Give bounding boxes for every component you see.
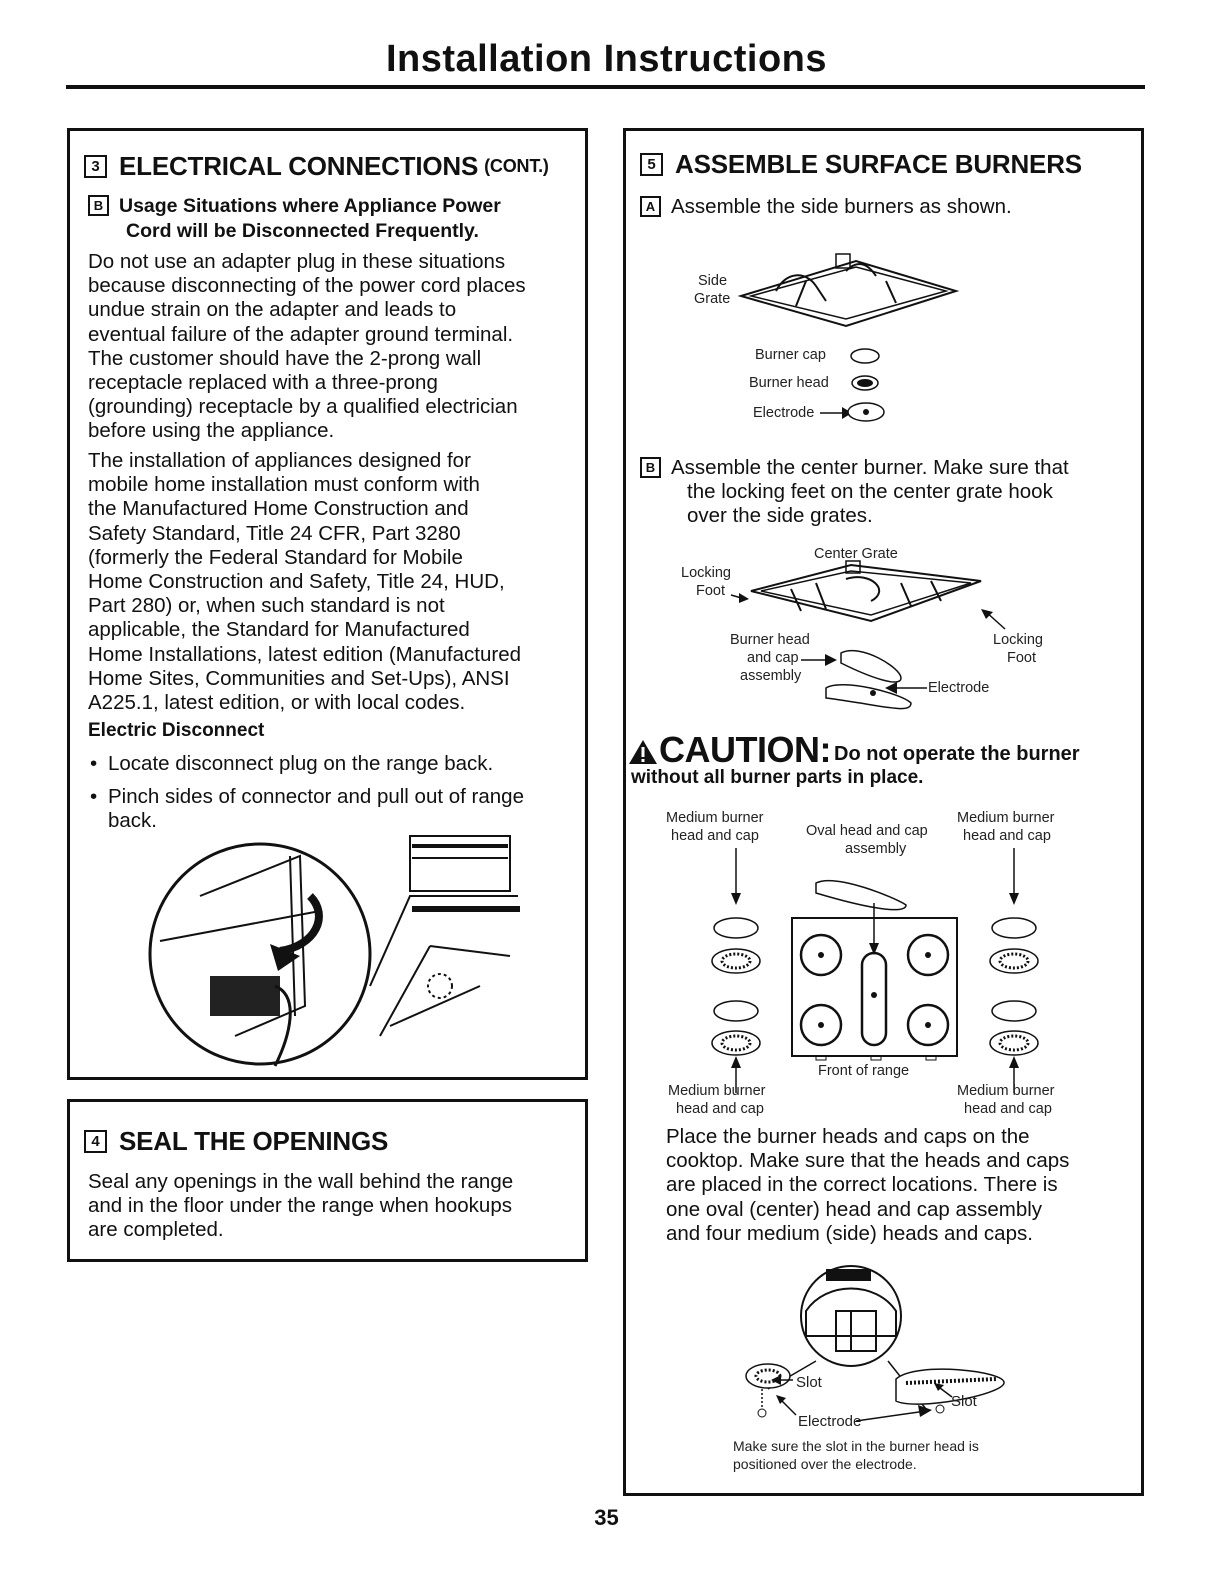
para1-line: (grounding) receptacle by a qualified electrician [88,395,518,419]
label-med-br-1: Medium burner [957,1083,1055,1099]
label-locking-right: Locking [993,632,1043,648]
para2-line: Home Construction and Safety, Title 24, HUD, [88,570,505,594]
label-front-of-range: Front of range [818,1063,910,1079]
step-a-text: Assemble the side burners as shown. [671,195,1012,218]
label-burner-head-assembly-1: Burner head [730,632,810,648]
arrow-slot-1 [771,1373,793,1387]
bullet-pinch [88,785,583,833]
label-oval-1: Oval head and cap [806,823,928,839]
seal-line: are completed. [88,1218,224,1242]
sub-letter-b: B [88,195,109,216]
label-side: Side [698,273,728,289]
label-med-tl-2: head and cap [671,828,759,844]
para1-line: eventual failure of the adapter ground terminal. [88,322,514,346]
disconnect-bullets [88,752,583,834]
para1-line: The customer should have the 2-prong wall [88,346,482,370]
label-med-tr-2: head and cap [963,828,1051,844]
para2-line: Safety Standard, Title 24 CFR, Part 3280 [88,521,461,545]
label-slot-2: Slot [951,1393,977,1410]
place-line: and four medium (side) heads and caps. [666,1221,1033,1245]
arrow-slot-2 [934,1383,952,1399]
para2-line: The installation of appliances designed for [88,449,471,472]
label-burner-head-assembly-3: assembly [740,668,802,684]
electrode-icon [820,399,890,425]
arrow-electrode-3 [776,1395,936,1425]
caution-word: CAUTION: [659,729,831,770]
electrical-heading-cont: (CONT.) [484,156,549,176]
para1-line: because disconnecting of the power cord places [88,274,526,298]
para1-line: Do not use an adapter plug in these situations [88,250,506,273]
seal-line: Seal any openings in the wall behind the range [88,1170,514,1193]
step-b-line3: over the side grates. [687,504,873,528]
label-med-bl-2: head and cap [676,1101,764,1117]
burners-heading [640,149,1082,180]
seal-section [67,1099,588,1262]
usage-subheading-line2: Cord will be Disconnected Frequently. [126,220,479,242]
label-oval-2: assembly [845,841,907,857]
electrical-heading [84,151,549,182]
label-burner-cap: Burner cap [755,347,826,363]
step-number-4: 4 [84,1130,107,1153]
caution-text: Do not operate the burner [834,743,1080,765]
para2-line: Home Sites, Communities and Set-Ups), ANSI [88,666,510,690]
para2-line: Part 280) or, when such standard is not [88,594,445,618]
sub-letter-b2: B [640,457,661,478]
step-a [640,195,1012,219]
label-med-br-2: head and cap [964,1101,1052,1117]
title-rule [66,85,1145,89]
label-electrode-2: Electrode [928,680,990,696]
step-b [640,456,1135,529]
seal-heading [84,1126,388,1157]
page-title: Installation Instructions [385,38,828,80]
place-line: Place the burner heads and caps on the [666,1125,1030,1148]
label-center-grate: Center Grate [814,546,898,562]
para2-line: mobile home installation must conform with [88,473,480,497]
sub-letter-a: A [640,196,661,217]
place-line: cooktop. Make sure that the heads and caps [666,1149,1070,1173]
seal-line: and in the floor under the range when hookups [88,1194,512,1218]
page-number: 35 [594,1505,619,1530]
place-line: are placed in the correct locations. There is [666,1173,1058,1197]
label-med-bl-1: Medium burner [668,1083,766,1099]
usage-subheading-line1: Usage Situations where Appliance Power [119,195,501,217]
label-slot-1: Slot [796,1374,822,1391]
seal-text [88,1170,583,1243]
burners-section [623,128,1144,1496]
label-electrode: Electrode [753,405,815,421]
bullet-pinch-line2: back. [108,809,157,833]
burner-head-icon [848,373,882,395]
label-med-tl-1: Medium burner [666,810,764,826]
electrical-section [67,128,588,1080]
label-burner-head-assembly-2: and cap [747,650,799,666]
usage-subheading [88,194,578,244]
seal-heading-text: SEAL THE OPENINGS [119,1126,389,1156]
caution-text-line2: without all burner parts in place. [631,767,924,788]
para2-line: (formerly the Federal Standard for Mobile [88,545,463,569]
label-grate: Grate [694,291,731,307]
cooktop-layout-diagram [696,843,1066,1073]
para2-line: A225.1, latest edition, or with local codes. [88,691,466,715]
para1-line: before using the appliance. [88,419,335,443]
label-electrode-3: Electrode [798,1413,862,1430]
label-locking-left: Locking [681,565,731,581]
center-grate-illustration [731,561,991,631]
label-foot-left: Foot [696,583,726,599]
side-grate-illustration [736,251,966,331]
disconnect-heading: Electric Disconnect [88,720,265,741]
electrical-para2 [88,449,583,715]
step-b-line2: the locking feet on the center grate hook [687,480,1053,504]
para1-line: undue strain on the adapter and leads to [88,298,457,322]
bullet-locate: • Locate disconnect plug on the range back. [88,752,583,776]
step-number-3: 3 [84,155,107,178]
label-med-tr-1: Medium burner [957,810,1055,826]
para2-line: applicable, the Standard for Manufactured [88,618,470,642]
warning-icon [628,739,658,765]
electrical-para1 [88,250,583,444]
place-line: one oval (center) head and cap assembly [666,1197,1043,1221]
place-text [666,1125,1136,1246]
label-burner-head: Burner head [749,375,829,391]
label-foot-right: Foot [1007,650,1037,666]
para1-line: receptacle replaced with a three-prong [88,371,438,395]
para2-line: Home Installations, latest edition (Manufactured [88,642,522,666]
caption-line2: positioned over the electrode. [733,1456,917,1472]
burner-cap-icon [848,346,882,366]
disconnect-plug-illustration [140,836,520,1066]
bullet-pinch-line1: Pinch sides of connector and pull out of range [108,785,524,809]
para2-line: the Manufactured Home Construction and [88,497,469,521]
electrical-heading-text: ELECTRICAL CONNECTIONS [119,151,479,181]
caption-line1: Make sure the slot in the burner head is [733,1438,979,1454]
step-number-5: 5 [640,153,663,176]
arrow-locking-right [981,609,1011,633]
step-b-line1: Assemble the center burner. Make sure that [671,456,1069,479]
burners-heading-text: ASSEMBLE SURFACE BURNERS [675,149,1082,179]
